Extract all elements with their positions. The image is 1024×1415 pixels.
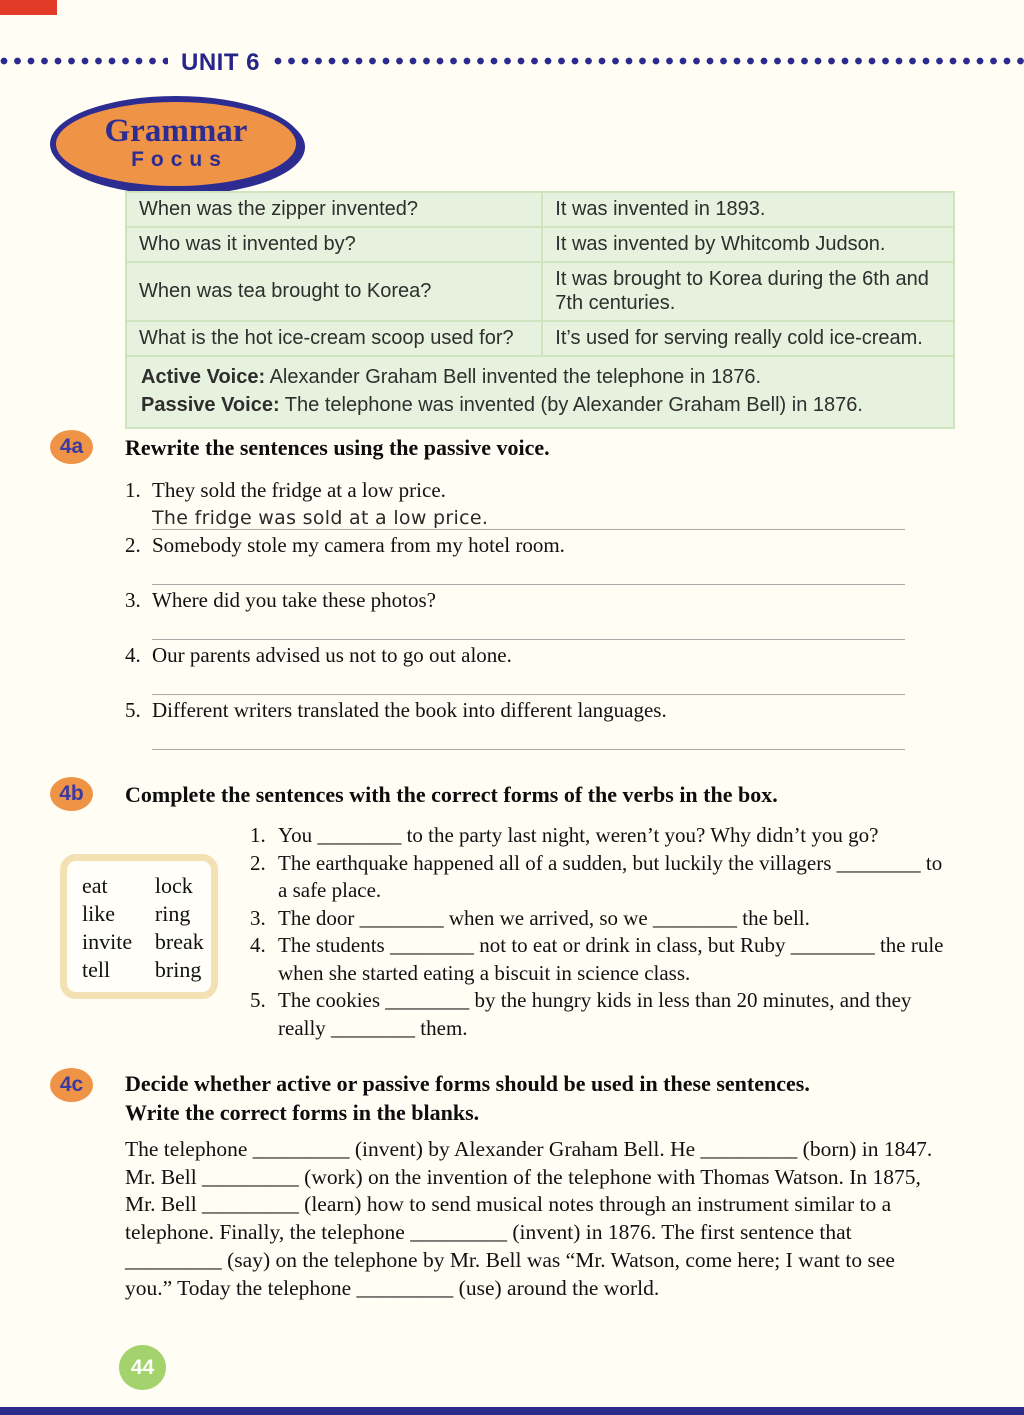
exercise-item xyxy=(125,587,915,613)
word-box-row xyxy=(82,900,211,928)
exercise-4a-list xyxy=(125,477,915,752)
grammar-focus-subtitle: Focus xyxy=(131,148,228,172)
answer-line xyxy=(152,668,905,695)
section-4c-title xyxy=(125,1069,955,1127)
word-box-row xyxy=(82,928,211,956)
dotted-rule-right xyxy=(274,57,1024,66)
verb: invite xyxy=(82,929,133,954)
verb-word-box xyxy=(60,854,218,999)
grammar-focus-badge xyxy=(50,96,302,192)
table-row xyxy=(127,322,953,357)
answer-cell: It’s used for serving really cold ice-cream. xyxy=(555,327,923,349)
passive-voice-line xyxy=(141,391,939,419)
section-4a-title: Rewrite the sentences using the passive voice. xyxy=(125,435,550,460)
grammar-focus-title: Grammar xyxy=(104,113,248,150)
answer-line xyxy=(152,613,905,640)
item-text: They sold the fridge at a low price. xyxy=(152,478,446,502)
page-corner-tab xyxy=(0,0,57,15)
verb: eat xyxy=(82,873,108,898)
dotted-rule-left xyxy=(0,57,168,66)
verb: tell xyxy=(82,957,111,982)
active-voice-line xyxy=(141,363,939,391)
section-4c-badge: 4c xyxy=(50,1068,93,1102)
item-number: 1. xyxy=(125,478,141,502)
answer-line xyxy=(152,503,905,530)
exercise-item xyxy=(250,987,956,1042)
section-4c-title-line2: Write the correct forms in the blanks. xyxy=(125,1100,480,1125)
item-text: Where did you take these photos? xyxy=(152,588,436,612)
table-row xyxy=(127,228,953,263)
question-cell: When was tea brought to Korea? xyxy=(127,263,543,320)
exercise-4b-list xyxy=(250,822,956,1042)
exercise-item xyxy=(125,477,915,503)
grammar-table xyxy=(125,191,955,429)
active-voice-text: Alexander Graham Bell invented the telephone in 1876. xyxy=(265,366,762,388)
exercise-item xyxy=(250,822,956,850)
item-number: 5. xyxy=(125,698,141,722)
item-text: The cookies ________ by the hungry kids in less than 20 minutes, and they really ________ them. xyxy=(278,988,912,1040)
item-text: The earthquake happened all of a sudden, but luckily the villagers ________ to a safe place. xyxy=(278,850,943,902)
page-number-badge: 44 xyxy=(119,1345,166,1390)
passive-voice-label: Passive Voice: xyxy=(141,394,280,416)
answer-line xyxy=(152,558,905,585)
item-text: The students ________ not to eat or drink in class, but Ruby ________ the rule when she started eating a biscuit in science class. xyxy=(278,933,944,985)
item-number: 2. xyxy=(125,533,141,557)
item-text: You ________ to the party last night, weren’t you? Why didn’t you go? xyxy=(278,823,879,847)
item-number: 3. xyxy=(125,588,141,612)
item-number: 2. xyxy=(250,850,266,875)
item-number: 4. xyxy=(125,643,141,667)
verb: bring xyxy=(154,957,202,982)
item-text: Our parents advised us not to go out alone. xyxy=(152,643,512,667)
item-number: 4. xyxy=(250,933,266,957)
answer-cell: It was invented by Whitcomb Judson. xyxy=(555,233,886,255)
exercise-item xyxy=(125,532,915,558)
verb: like xyxy=(82,901,115,926)
exercise-item xyxy=(250,932,956,987)
section-4a-badge: 4a xyxy=(50,430,93,464)
item-text: Somebody stole my camera from my hotel room. xyxy=(152,533,565,557)
exercise-4c-paragraph: The telephone _________ (invent) by Alexander Graham Bell. He _________ (born) in 1847. Mr. Bell _________ (work) on the invention of the telephone with Thomas Watson. In 1875, Mr. Bell _________ (learn) how to send musical notes through an instrument similar to a telephone. Finally, the telephone _________ (invent) in 1876. The first sentence that _________ (say) on the telephone by Mr. Bell was “Mr. Watson, come here; I want to see you.” Today the telephone _________ (use) around the world. xyxy=(125,1137,933,1300)
verb: ring xyxy=(154,901,191,926)
item-text: The door ________ when we arrived, so we ________ the bell. xyxy=(278,905,810,930)
answer-line xyxy=(152,723,905,750)
exercise-item xyxy=(125,697,915,723)
item-text: Different writers translated the book into different languages. xyxy=(152,698,667,722)
section-4c-title-line1: Decide whether active or passive forms should be used in these sentences. xyxy=(125,1071,810,1096)
exercise-item xyxy=(250,905,956,933)
item-number: 3. xyxy=(250,905,266,930)
question-cell: What is the hot ice-cream scoop used for? xyxy=(127,322,543,355)
exercise-item xyxy=(125,642,915,668)
verb: lock xyxy=(154,873,193,898)
table-row xyxy=(127,193,953,228)
item-number: 1. xyxy=(250,823,266,847)
question-cell: When was the zipper invented? xyxy=(127,193,543,226)
verb: break xyxy=(154,929,204,954)
word-box-row xyxy=(82,872,211,900)
answer-cell: It was brought to Korea during the 6th and 7th centuries. xyxy=(555,268,929,314)
active-voice-label: Active Voice: xyxy=(141,366,266,388)
item-number: 5. xyxy=(250,988,266,1012)
exercise-item xyxy=(250,850,956,905)
section-4b-badge: 4b xyxy=(50,777,93,811)
page-bottom-rule xyxy=(0,1407,1024,1415)
question-cell: Who was it invented by? xyxy=(127,228,543,261)
table-row xyxy=(127,263,953,322)
answer-cell: It was invented in 1893. xyxy=(555,198,766,220)
section-4b-title: Complete the sentences with the correct forms of the verbs in the box. xyxy=(125,782,778,807)
word-box-row xyxy=(82,956,211,984)
unit-label: UNIT 6 xyxy=(181,49,261,76)
passive-voice-text: The telephone was invented (by Alexander Graham Bell) in 1876. xyxy=(279,394,863,416)
handwritten-answer: The fridge was sold at a low price. xyxy=(152,507,489,529)
voice-notes xyxy=(127,357,953,427)
